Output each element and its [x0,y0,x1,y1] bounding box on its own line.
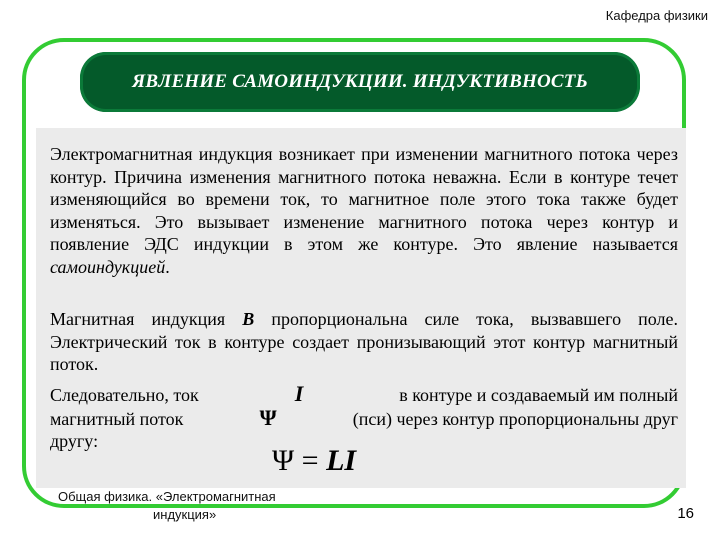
formula-flux [272,444,356,478]
paragraph-1-end: . [165,256,170,277]
line-1-start: Следовательно, ток [50,385,199,405]
formula-left: Ψ = [272,444,327,477]
paragraph-self-induction [50,143,678,278]
paragraph-3-line-3: другу: [50,431,99,451]
symbol-flux-psi: Ψ [259,404,277,430]
paragraph-2-after: пропорциональна силе тока, вызвавшего поле. Электрический ток в контуре создает пронизывающий этот контур магнитный поток. [50,309,678,374]
paragraph-proportionality [50,383,678,453]
footer-course [58,488,358,524]
symbol-current-i: I [294,381,304,406]
paragraph-3-line-2 [50,404,678,431]
page-number: 16 [677,505,694,522]
symbol-b: B [242,309,255,329]
slide-title: ЯВЛЕНИЕ САМОИНДУКЦИИ. ИНДУКТИВНОСТЬ [132,71,588,92]
department-label: Кафедра физики [605,8,708,23]
line-2-start: магнитный поток [50,408,184,429]
line-2-end: (пси) через контур пропорциональны друг [352,408,678,429]
formula-right: LI [326,444,357,477]
title-bar [80,52,640,112]
paragraph-magnetic-induction [50,308,678,376]
footer-line-1: Общая физика. «Электромагнитная [58,489,276,504]
paragraph-1-text: Электромагнитная индукция возникает при изменении магнитного потока через контур. Причина изменения магнитного потока неважна. Если в контуре течет изменяющийся во времени ток, то магнитное поле этого тока также будет изменяться. Это вызывает изменение магнитного потока через контур и появление ЭДС индукции в этом же контуре. Это явление называется [50,144,678,254]
footer-line-2: индукция» [153,507,217,522]
line-1-end: в контуре и создаваемый им полный [399,385,678,405]
paragraph-3-line-1 [50,383,678,407]
paragraph-2-before: Магнитная индукция [50,309,243,329]
term-self-induction: самоиндукцией [50,256,166,277]
